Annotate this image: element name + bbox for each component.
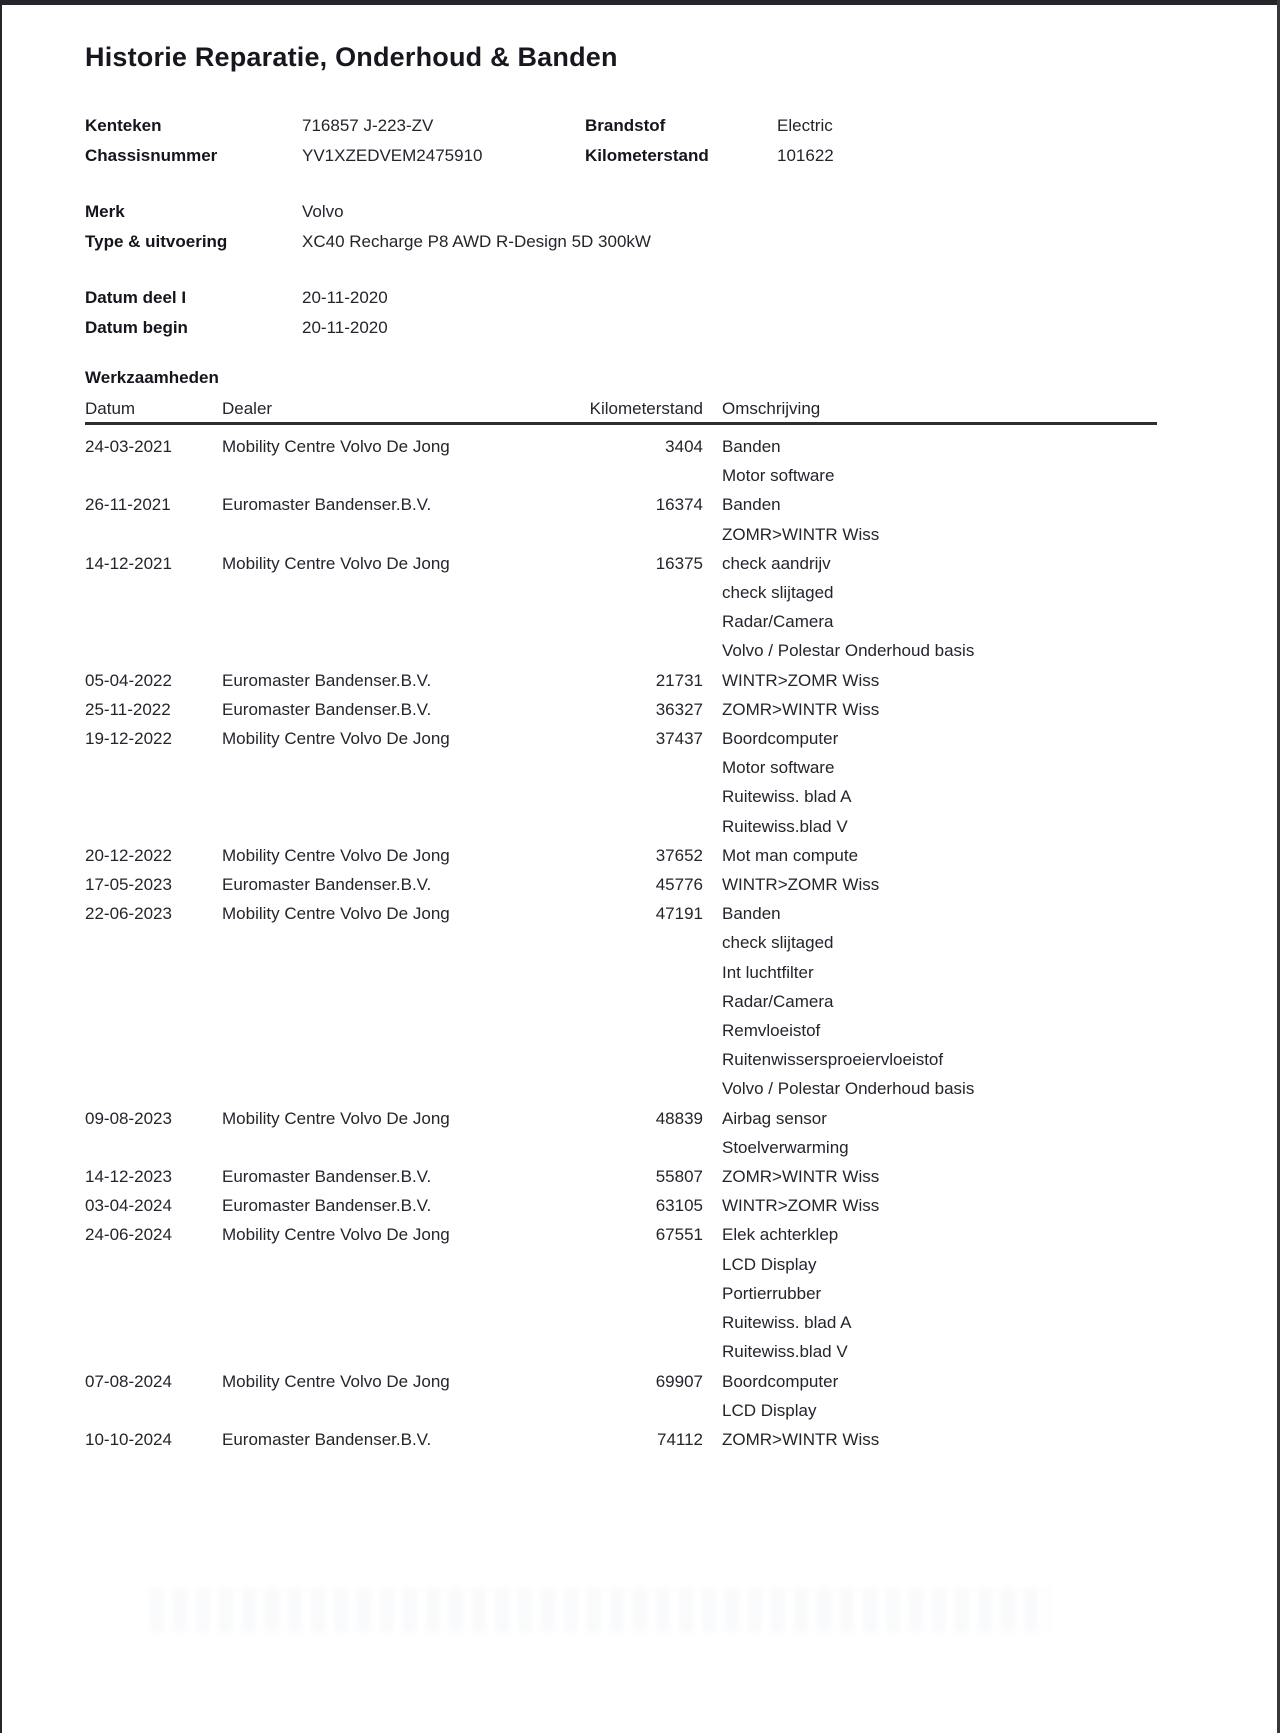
column-header-kilometerstand: Kilometerstand <box>589 399 703 418</box>
omschrijving-line: Int luchtfilter <box>722 962 814 982</box>
datum-deel-i-label: Datum deel I <box>85 288 187 307</box>
kenteken-value: 716857 J-223-ZV <box>302 116 434 135</box>
kv-row <box>85 227 1190 257</box>
omschrijving-line: Airbag sensor <box>722 1108 827 1128</box>
kilometerstand-value: 101622 <box>777 146 834 165</box>
omschrijving-line: Banden <box>722 495 781 515</box>
kv-row <box>85 197 1190 227</box>
datum-begin-label: Datum begin <box>85 318 188 337</box>
row-dealer: Mobility Centre Volvo De Jong <box>222 1108 450 1128</box>
chassisnummer-value: YV1XZEDVEM2475910 <box>302 146 483 165</box>
omschrijving-line: Ruitewiss.blad V <box>722 816 848 836</box>
dates-block <box>85 283 1190 343</box>
row-dealer: Euromaster Bandenser.B.V. <box>222 699 432 719</box>
row-kilometerstand: 67551 <box>655 1225 703 1245</box>
row-datum: 25-11-2022 <box>85 699 171 719</box>
table-row <box>85 432 1157 490</box>
row-datum: 10-10-2024 <box>85 1429 172 1449</box>
datum-deel-i-value: 20-11-2020 <box>302 288 388 307</box>
row-kilometerstand: 37652 <box>655 845 703 865</box>
table-row <box>85 1425 1157 1454</box>
row-dealer: Euromaster Bandenser.B.V. <box>222 875 432 895</box>
omschrijving-line: Remvloeistof <box>722 1021 821 1041</box>
omschrijving-line: LCD Display <box>722 1400 817 1420</box>
omschrijving-line: WINTR>ZOMR Wiss <box>722 1196 880 1216</box>
row-datum: 17-05-2023 <box>85 875 172 895</box>
faint-watermark <box>150 1588 1050 1632</box>
omschrijving-line: check aandrijv <box>722 553 831 573</box>
row-dealer: Mobility Centre Volvo De Jong <box>222 904 450 924</box>
brandstof-value: Electric <box>777 116 833 135</box>
omschrijving-line: Boordcomputer <box>722 729 839 749</box>
row-datum: 05-04-2022 <box>85 670 172 690</box>
omschrijving-line: Ruitewiss. blad A <box>722 1313 852 1333</box>
table-row <box>85 1220 1157 1366</box>
row-datum: 03-04-2024 <box>85 1196 172 1216</box>
row-omschrijving <box>703 841 1157 870</box>
row-omschrijving <box>703 1162 1157 1191</box>
row-kilometerstand: 45776 <box>655 875 703 895</box>
omschrijving-line: ZOMR>WINTR Wiss <box>722 1167 880 1187</box>
row-datum: 19-12-2022 <box>85 729 172 749</box>
omschrijving-line: Ruitewiss.blad V <box>722 1342 848 1362</box>
row-kilometerstand: 48839 <box>655 1108 703 1128</box>
table-row <box>85 490 1157 548</box>
table-row <box>85 724 1157 841</box>
type-uitvoering-label: Type & uitvoering <box>85 232 228 251</box>
type-uitvoering-value: XC40 Recharge P8 AWD R-Design 5D 300kW <box>302 232 651 251</box>
row-omschrijving <box>703 870 1157 899</box>
table-row <box>85 1191 1157 1220</box>
omschrijving-line: check slijtaged <box>722 933 834 953</box>
row-kilometerstand: 3404 <box>665 437 703 456</box>
omschrijving-line: Volvo / Polestar Onderhoud basis <box>722 1079 975 1099</box>
row-omschrijving <box>703 1104 1157 1162</box>
column-header-dealer: Dealer <box>222 399 273 418</box>
row-omschrijving <box>703 1220 1157 1366</box>
omschrijving-line: Motor software <box>722 466 835 486</box>
werkzaamheden-table-body <box>85 432 1157 1454</box>
table-row <box>85 666 1157 695</box>
page-border-top <box>0 0 1280 5</box>
row-datum: 24-06-2024 <box>85 1225 172 1245</box>
row-omschrijving <box>703 432 1157 490</box>
omschrijving-line: Banden <box>722 904 781 924</box>
table-row <box>85 695 1157 724</box>
kv-row <box>85 283 1190 313</box>
kilometerstand-label: Kilometerstand <box>585 146 709 165</box>
column-header-datum: Datum <box>85 399 136 418</box>
row-kilometerstand: 16374 <box>655 495 703 515</box>
row-dealer: Mobility Centre Volvo De Jong <box>222 553 450 573</box>
kv-row <box>85 111 1190 141</box>
row-dealer: Mobility Centre Volvo De Jong <box>222 437 450 456</box>
omschrijving-line: Motor software <box>722 758 835 778</box>
omschrijving-line: check slijtaged <box>722 583 834 603</box>
row-dealer: Euromaster Bandenser.B.V. <box>222 1429 432 1449</box>
merk-label: Merk <box>85 202 125 221</box>
omschrijving-line: ZOMR>WINTR Wiss <box>722 1429 880 1449</box>
row-omschrijving <box>703 899 1157 1103</box>
omschrijving-line: Ruitenwissersproeiervloeistof <box>722 1050 944 1070</box>
table-row <box>85 841 1157 870</box>
row-dealer: Mobility Centre Volvo De Jong <box>222 1225 450 1245</box>
omschrijving-line: Boordcomputer <box>722 1371 839 1391</box>
row-dealer: Mobility Centre Volvo De Jong <box>222 845 450 865</box>
row-dealer: Mobility Centre Volvo De Jong <box>222 1371 450 1391</box>
row-kilometerstand: 74112 <box>656 1429 703 1449</box>
omschrijving-line: Portierrubber <box>722 1283 822 1303</box>
row-omschrijving <box>703 549 1157 666</box>
row-datum: 20-12-2022 <box>85 845 172 865</box>
omschrijving-line: Radar/Camera <box>722 991 834 1011</box>
table-row <box>85 1104 1157 1162</box>
row-dealer: Euromaster Bandenser.B.V. <box>222 1196 432 1216</box>
kenteken-label: Kenteken <box>85 116 162 135</box>
table-row <box>85 899 1157 1103</box>
column-header-omschrijving: Omschrijving <box>722 399 821 418</box>
omschrijving-line: WINTR>ZOMR Wiss <box>722 670 880 690</box>
row-datum: 22-06-2023 <box>85 904 172 924</box>
row-kilometerstand: 21731 <box>655 670 703 690</box>
omschrijving-line: Ruitewiss. blad A <box>722 787 852 807</box>
row-kilometerstand: 16375 <box>655 553 703 573</box>
row-datum: 26-11-2021 <box>85 495 171 515</box>
werkzaamheden-table <box>85 396 1157 1454</box>
kv-row <box>85 313 1190 343</box>
werkzaamheden-heading: Werkzaamheden <box>85 368 219 387</box>
row-datum: 14-12-2023 <box>85 1167 172 1187</box>
row-kilometerstand: 37437 <box>655 729 703 749</box>
omschrijving-line: Radar/Camera <box>722 612 834 632</box>
omschrijving-line: ZOMR>WINTR Wiss <box>722 699 880 719</box>
row-omschrijving <box>703 695 1157 724</box>
omschrijving-line: Volvo / Polestar Onderhoud basis <box>722 641 975 661</box>
page-title: Historie Reparatie, Onderhoud & Banden <box>85 42 618 72</box>
omschrijving-line: Stoelverwarming <box>722 1137 849 1157</box>
kv-row <box>85 141 1190 171</box>
row-kilometerstand: 63105 <box>655 1196 703 1216</box>
merk-value: Volvo <box>302 202 344 221</box>
row-kilometerstand: 36327 <box>655 699 703 719</box>
page-border-left <box>0 0 2 1733</box>
row-dealer: Euromaster Bandenser.B.V. <box>222 670 432 690</box>
vehicle-id-block <box>85 111 1190 171</box>
omschrijving-line: WINTR>ZOMR Wiss <box>722 875 880 895</box>
row-dealer: Euromaster Bandenser.B.V. <box>222 495 432 515</box>
table-header-rule <box>85 422 1157 425</box>
row-omschrijving <box>703 1425 1157 1454</box>
row-kilometerstand: 47191 <box>655 904 703 924</box>
row-omschrijving <box>703 1191 1157 1220</box>
omschrijving-line: ZOMR>WINTR Wiss <box>722 524 880 544</box>
row-datum: 24-03-2021 <box>85 437 172 456</box>
table-row <box>85 870 1157 899</box>
chassisnummer-label: Chassisnummer <box>85 146 218 165</box>
table-header-row <box>85 396 1157 422</box>
table-row <box>85 1367 1157 1425</box>
vehicle-spec-block <box>85 197 1190 257</box>
table-row <box>85 549 1157 666</box>
row-datum: 09-08-2023 <box>85 1108 172 1128</box>
row-dealer: Mobility Centre Volvo De Jong <box>222 729 450 749</box>
datum-begin-value: 20-11-2020 <box>302 318 388 337</box>
row-kilometerstand: 55807 <box>655 1167 703 1187</box>
table-row <box>85 1162 1157 1191</box>
row-datum: 14-12-2021 <box>85 553 172 573</box>
row-omschrijving <box>703 490 1157 548</box>
omschrijving-line: Mot man compute <box>722 845 859 865</box>
row-omschrijving <box>703 666 1157 695</box>
omschrijving-line: LCD Display <box>722 1254 817 1274</box>
omschrijving-line: Elek achterklep <box>722 1225 839 1245</box>
row-dealer: Euromaster Bandenser.B.V. <box>222 1167 432 1187</box>
row-omschrijving <box>703 724 1157 841</box>
row-datum: 07-08-2024 <box>85 1371 172 1391</box>
row-kilometerstand: 69907 <box>655 1371 703 1391</box>
omschrijving-line: Banden <box>722 437 781 456</box>
row-omschrijving <box>703 1367 1157 1425</box>
brandstof-label: Brandstof <box>585 116 666 135</box>
